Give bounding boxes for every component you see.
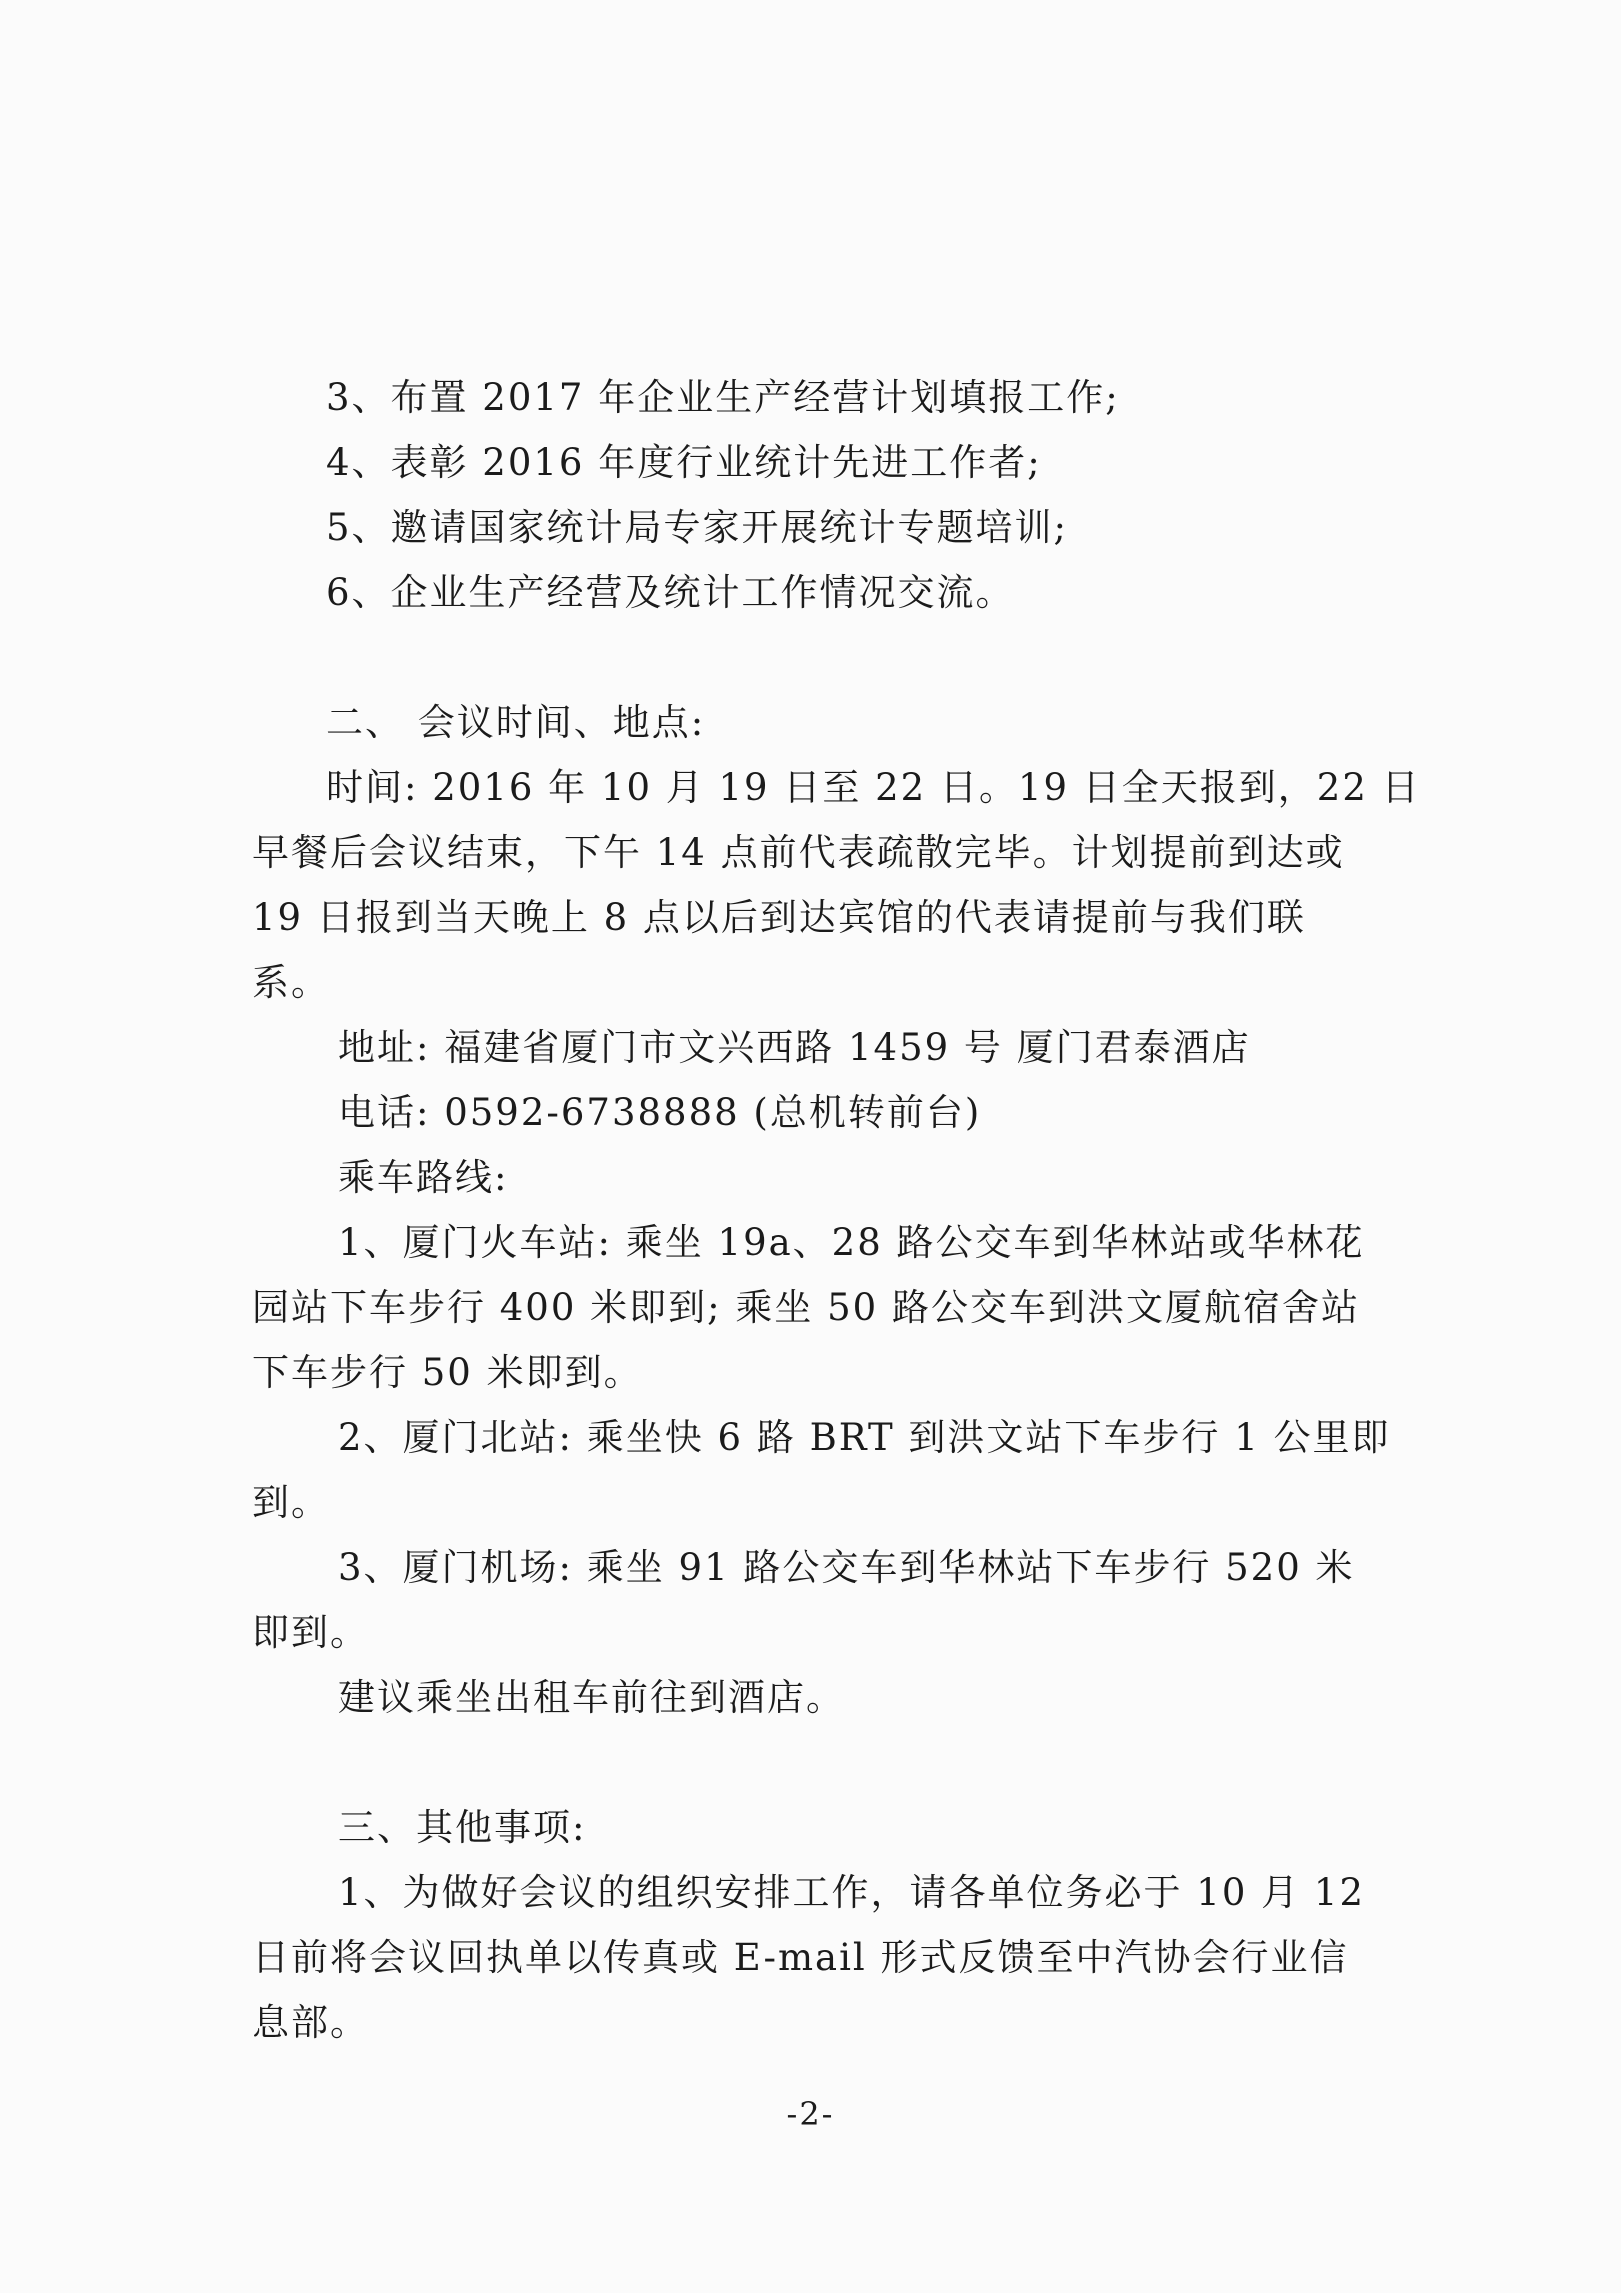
- address: 地址: 福建省厦门市文兴西路 1459 号 厦门君泰酒店: [338, 1026, 1251, 1069]
- other-item-1-line-1: 1、为做好会议的组织安排工作，请各单位务必于 10 月 12: [338, 1871, 1365, 1914]
- route-2-line-2: 到。: [252, 1481, 330, 1524]
- time-line-2: 早餐后会议结束，下午 14 点前代表疏散完毕。计划提前到达或: [252, 831, 1345, 874]
- other-item-1-line-3: 息部。: [252, 2001, 369, 2044]
- agenda-item-3: 3、布置 2017 年企业生产经营计划填报工作;: [326, 376, 1120, 419]
- route-1-line-2: 园站下车步行 400 米即到; 乘坐 50 路公交车到洪文厦航宿舍站: [252, 1286, 1360, 1329]
- agenda-item-5: 5、邀请国家统计局专家开展统计专题培训;: [326, 506, 1069, 549]
- other-item-1-line-2: 日前将会议回执单以传真或 E-mail 形式反馈至中汽协会行业信: [252, 1936, 1349, 1979]
- route-3-line-2: 即到。: [252, 1611, 369, 1654]
- route-heading: 乘车路线:: [338, 1156, 509, 1199]
- page-number: -2-: [786, 2095, 835, 2133]
- agenda-item-6: 6、企业生产经营及统计工作情况交流。: [326, 571, 1015, 614]
- route-2-line-1: 2、厦门北站: 乘坐快 6 路 BRT 到洪文站下车步行 1 公里即: [338, 1416, 1391, 1459]
- phone: 电话: 0592-6738888 (总机转前台): [338, 1091, 982, 1134]
- taxi-note: 建议乘坐出租车前往到酒店。: [338, 1676, 845, 1719]
- agenda-item-4: 4、表彰 2016 年度行业统计先进工作者;: [326, 441, 1042, 484]
- section-3-heading: 三、其他事项:: [338, 1806, 587, 1849]
- time-line-3: 19 日报到当天晚上 8 点以后到达宾馆的代表请提前与我们联: [252, 896, 1306, 939]
- time-line-1: 时间: 2016 年 10 月 19 日至 22 日。19 日全天报到，22 日: [326, 766, 1421, 809]
- time-line-4: 系。: [252, 961, 330, 1004]
- route-3-line-1: 3、厦门机场: 乘坐 91 路公交车到华林站下车步行 520 米: [338, 1546, 1355, 1589]
- section-2-heading: 二、 会议时间、地点:: [326, 701, 706, 744]
- route-1-line-1: 1、厦门火车站: 乘坐 19a、28 路公交车到华林站或华林花: [338, 1221, 1365, 1264]
- route-1-line-3: 下车步行 50 米即到。: [252, 1351, 643, 1394]
